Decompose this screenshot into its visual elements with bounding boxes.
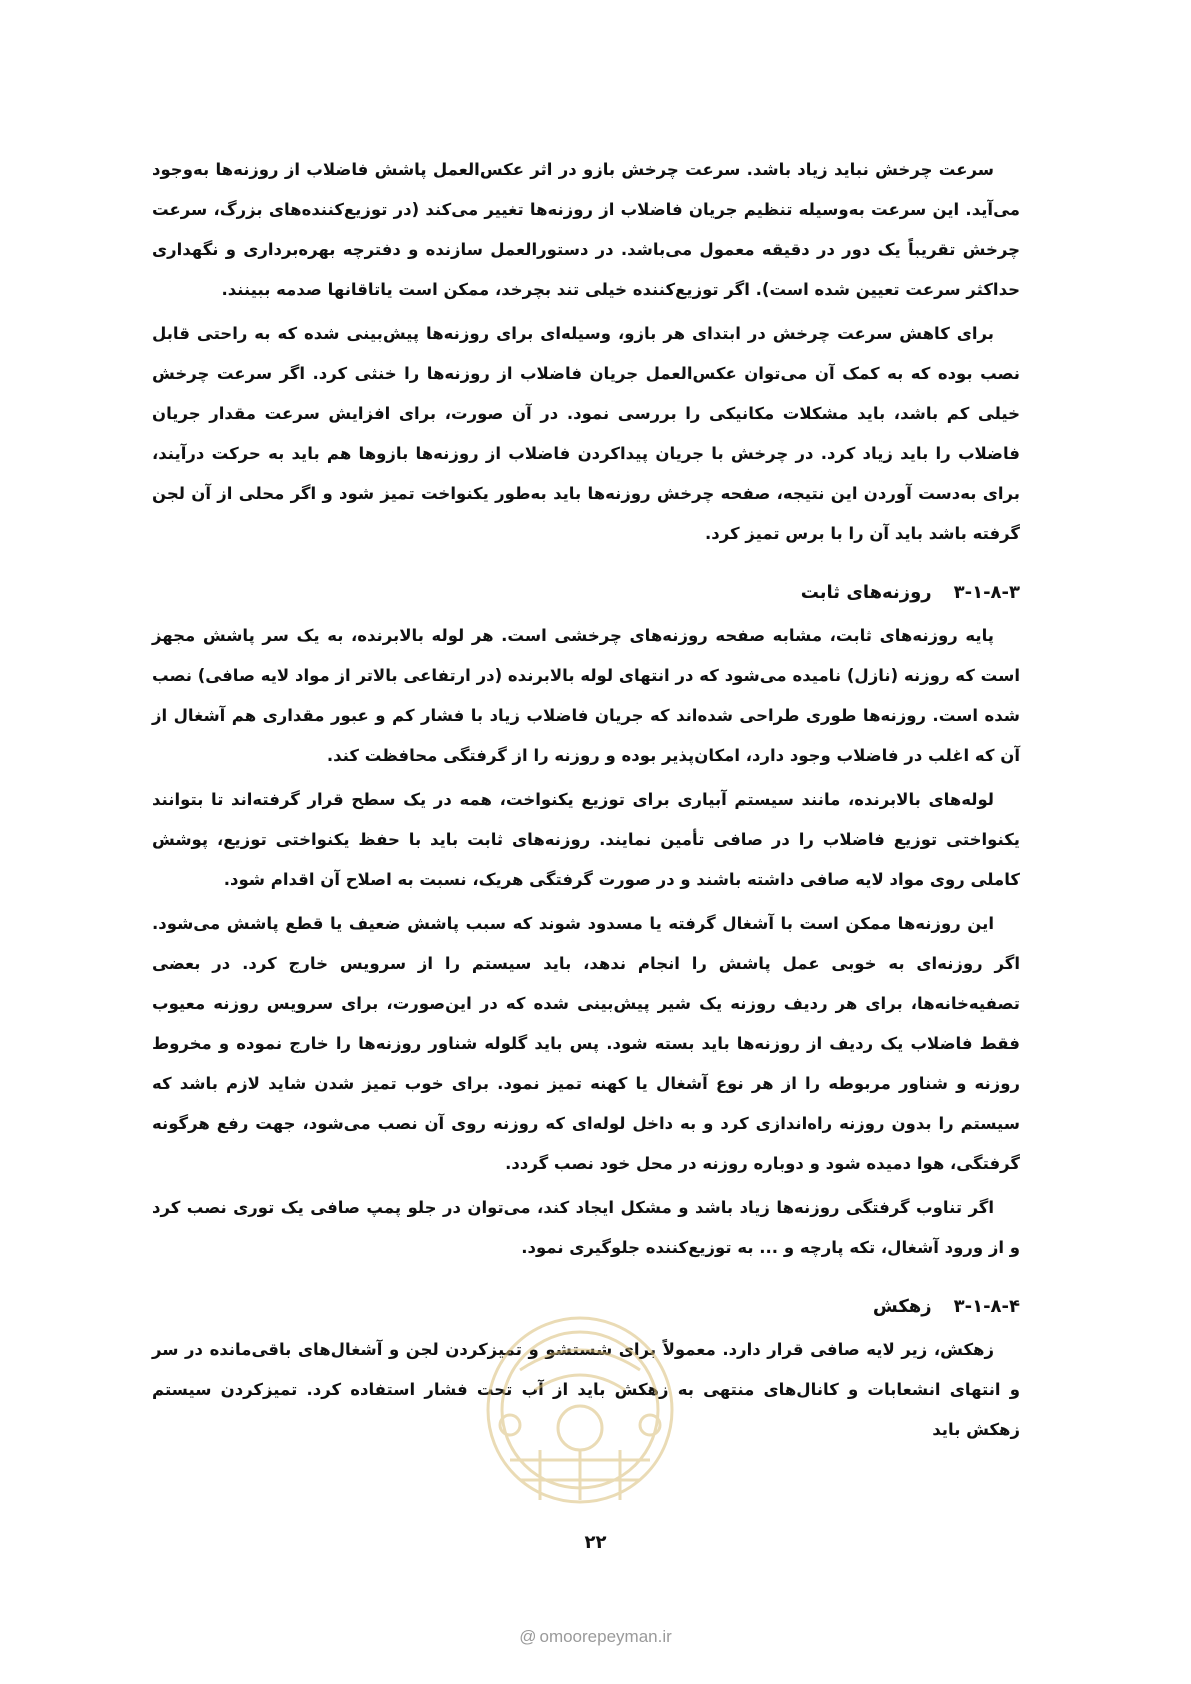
section-heading-fixed-nozzles — [152, 576, 1020, 610]
paragraph-riser-pipes: لوله‌های بالابرنده، مانند سیستم آبیاری برای توزیع یکنواخت، همه در یک سطح قرار گرفته‌اند تا بتوانند یکنواختی توزیع فاضلاب را در صافی تأمین نمایند. روزنه‌های ثابت باید با حفظ یکنواختی توزیع، پوشش کاملی روی مواد لایه صافی داشته باشند و در صورت گرفتگی هریک، نسبت به اصلاح آن اقدام شود. — [152, 790, 1020, 889]
website-url: omoorepeyman.ir — [539, 1627, 672, 1646]
page-body — [152, 150, 1020, 1454]
paragraph-screen-install: اگر تناوب گرفتگی روزنه‌ها زیاد باشد و مشکل ایجاد کند، می‌توان در جلو پمپ صافی یک توری نصب کرد و از ورود آشغال، تکه پارچه و ... به توزیع‌کننده جلوگیری نمود. — [152, 1198, 1020, 1257]
page-number: ۲۲ — [584, 1532, 607, 1553]
paragraph-rotation-speed: سرعت چرخش نباید زیاد باشد. سرعت چرخش بازو در اثر عکس‌العمل پاشش فاضلاب از روزنه‌ها به‌وجود می‌آید. این سرعت به‌وسیله تنظیم جریان فاضلاب از روزنه‌ها تغییر می‌کند (در توزیع‌کننده‌های بزرگ، سرعت چرخش تقریباً یک دور در دقیقه معمول می‌باشد. در دستورالعمل سازنده و دفترچه بهره‌برداری و نگهداری حداکثر سرعت تعیین شده است). اگر توزیع‌کننده خیلی تند بچرخد، ممکن است یاتاقانها صدمه ببینند. — [152, 160, 1020, 299]
watermark-seal-icon — [480, 1310, 680, 1510]
section-title: روزنه‌های ثابت — [800, 582, 932, 603]
paragraph-speed-reduction: برای کاهش سرعت چرخش در ابتدای هر بازو، وسیله‌ای برای روزنه‌ها پیش‌بینی شده که به راحتی قابل نصب بوده که به کمک آن می‌توان عکس‌العمل جریان فاضلاب از روزنه‌ها را خنثی کرد. اگر سرعت چرخش خیلی کم باشد، باید مشکلات مکانیکی را بررسی نمود. در آن صورت، برای افزایش سرعت مقدار جریان فاضلاب را باید زیاد کرد. در چرخش با جریان پیداکردن فاضلاب از روزنه‌ها بازوها هم باید به حرکت درآیند، برای به‌دست آوردن این نتیجه، صفحه چرخش روزنه‌ها باید به‌طور یکنواخت تمیز شود و اگر محلی از آن لجن گرفته باشد باید آن را با برس تمیز کرد. — [152, 324, 1020, 543]
section-title: زهکش — [872, 1296, 932, 1317]
paragraph-underdrain: زهکش، زیر لایه صافی قرار دارد. معمولاً برای شستشو و تمیزکردن لجن و آشغال‌های باقی‌مانده در سر و انتهای انشعابات و کانال‌های منتهی به زهکش باید از آب تحت فشار استفاده کرد. تمیزکردن سیستم زهکش باید — [152, 1340, 1020, 1439]
section-number: ۳-۱-۸-۳ — [953, 582, 1020, 603]
website-footer[interactable] — [0, 1627, 1191, 1647]
paragraph-nozzle-clogging: این روزنه‌ها ممکن است با آشغال گرفته یا مسدود شوند که سبب پاشش ضعیف یا قطع پاشش می‌شود. اگر روزنه‌ای به خوبی عمل پاشش را انجام ندهد، باید سیستم را از سرویس خارج کرد. در بعضی تصفیه‌خانه‌ها، برای هر ردیف روزنه یک شیر پیش‌بینی شده که در این‌صورت، برای سرویس روزنه معیوب فقط فاضلاب یک ردیف از روزنه‌ها باید بسته شود. پس باید گلوله شناور روزنه‌ها را خارج نموده و مخروط روزنه و شناور مربوطه را از هر نوع آشغال یا کهنه تمیز نمود. برای خوب تمیز شدن شاید لازم باشد که سیستم را بدون روزنه راه‌اندازی کرد و به داخل لوله‌ای که روزنه روی آن نصب می‌شود، جهت رفع هرگونه گرفتگی، هوا دمیده شود و دوباره روزنه در محل خود نصب گردد. — [152, 914, 1020, 1173]
section-number: ۳-۱-۸-۴ — [953, 1296, 1020, 1317]
paragraph-fixed-nozzles-base: پایه روزنه‌های ثابت، مشابه صفحه روزنه‌های چرخشی است. هر لوله بالابرنده، به یک سر پاشش مجهز است که روزنه (نازل) نامیده می‌شود که در انتهای لوله بالابرنده (در ارتفاعی بالاتر از مواد لایه صافی) نصب شده است. روزنه‌ها طوری طراحی شده‌اند که جریان فاضلاب زیاد با فشار کم و عبور مقداری هم آشغال از آن که اغلب در فاضلاب وجود دارد، امکان‌پذیر بوده و روزنه را از گرفتگی محافظت کند. — [152, 626, 1020, 765]
at-icon: @ — [519, 1627, 537, 1646]
